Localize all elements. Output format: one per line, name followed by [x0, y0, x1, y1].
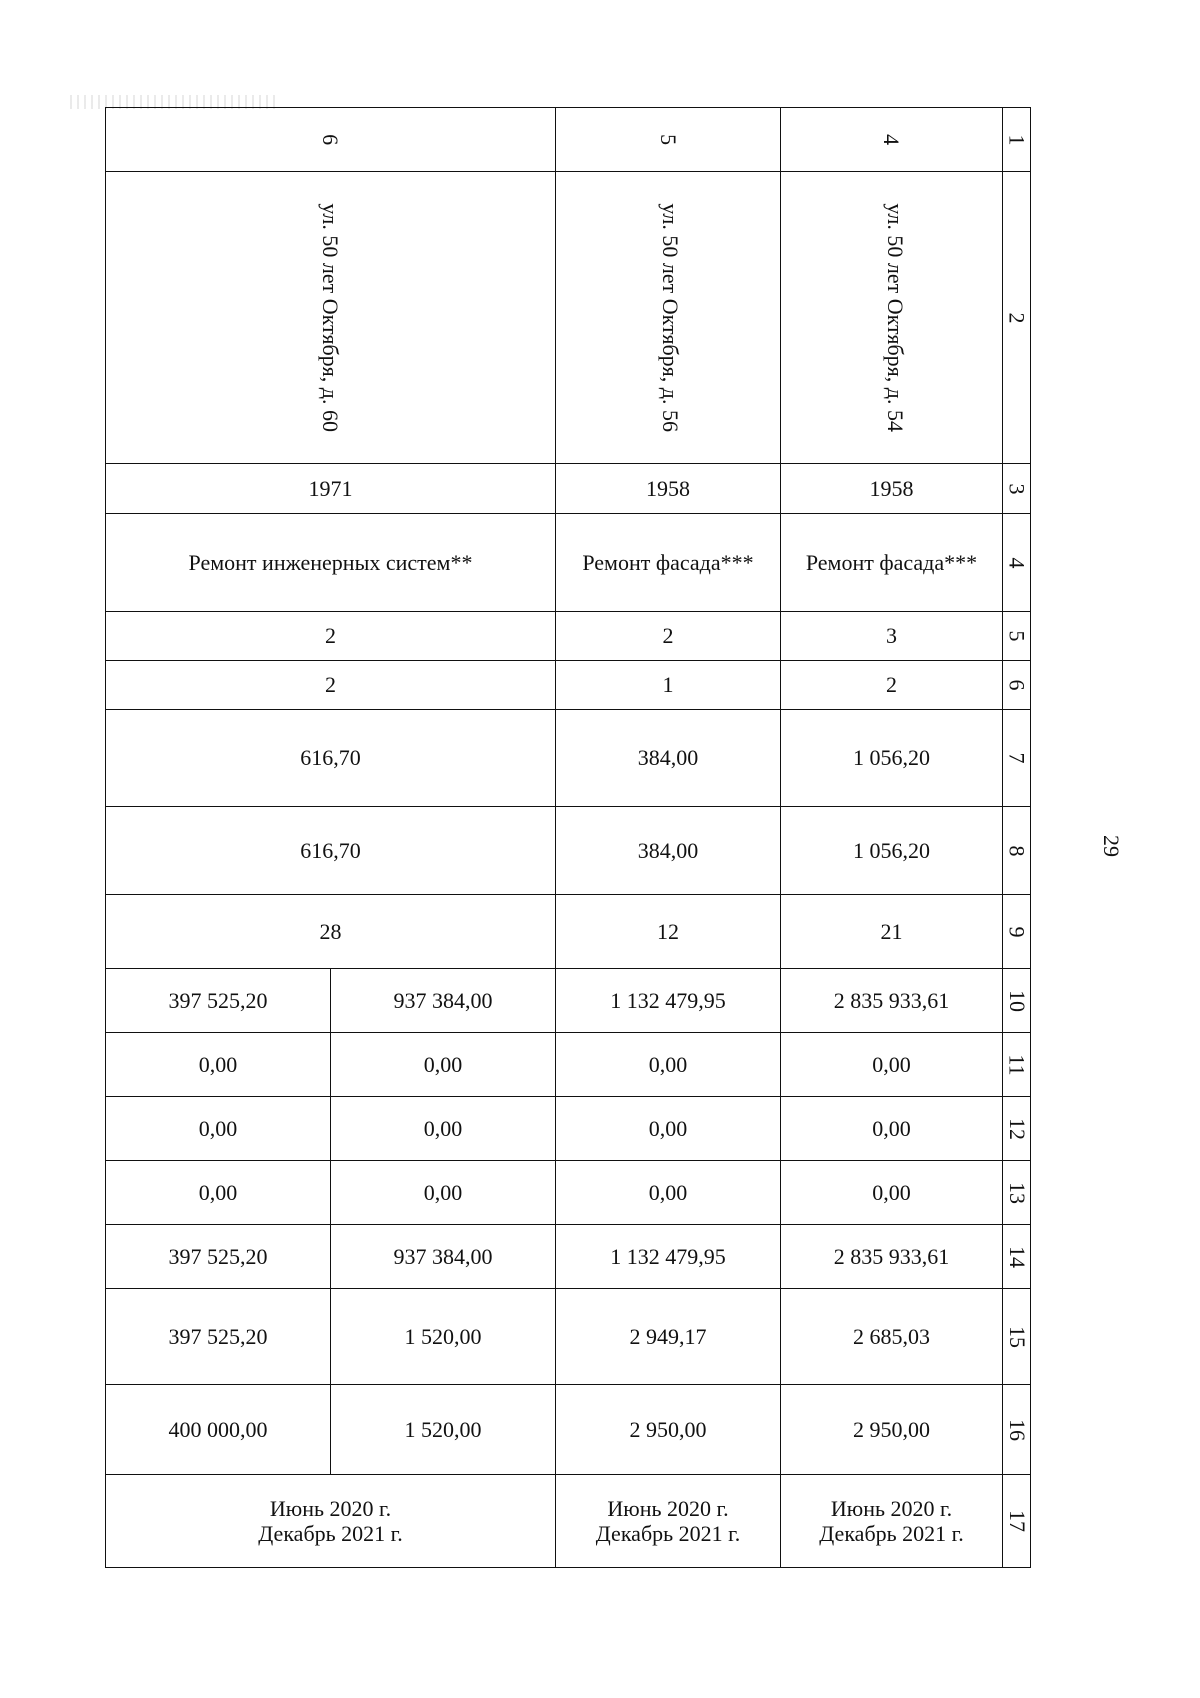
column-number-2: 2 — [1003, 172, 1031, 464]
column-number-10: 10 — [1003, 969, 1031, 1033]
row5-year: 1958 — [556, 464, 781, 514]
row5-ordinal: 5 — [556, 108, 781, 172]
row5-c10: 1 132 479,95 — [556, 969, 781, 1033]
column-number-8: 8 — [1003, 807, 1031, 895]
column-number-6: 6 — [1003, 661, 1031, 710]
table-row-col-5 — [106, 612, 1031, 661]
row4-c9: 21 — [781, 895, 1003, 969]
row4-c5: 3 — [781, 612, 1003, 661]
table-row-col-4 — [106, 514, 1031, 612]
table-row-col-9 — [106, 895, 1031, 969]
row6-year: 1971 — [106, 464, 556, 514]
row4-year: 1958 — [781, 464, 1003, 514]
row6-c13-b: 0,00 — [331, 1161, 556, 1225]
row5-c11: 0,00 — [556, 1033, 781, 1097]
table-row-col-16 — [106, 1385, 1031, 1475]
row4-work-type: Ремонт фасада*** — [781, 514, 1003, 612]
row4-c14: 2 835 933,61 — [781, 1225, 1003, 1289]
row5-c17-end: Декабрь 2021 г. — [595, 1521, 741, 1546]
row6-c15-a: 397 525,20 — [106, 1289, 331, 1385]
row5-c13: 0,00 — [556, 1161, 781, 1225]
row4-c11: 0,00 — [781, 1033, 1003, 1097]
row5-c12: 0,00 — [556, 1097, 781, 1161]
table-row-col-11 — [106, 1033, 1031, 1097]
row6-work-type: Ремонт инженерных систем** — [106, 514, 556, 612]
row4-c12: 0,00 — [781, 1097, 1003, 1161]
table-row-col-12 — [106, 1097, 1031, 1161]
row6-c14-a: 397 525,20 — [106, 1225, 331, 1289]
column-number-7: 7 — [1003, 710, 1031, 807]
row6-c17 — [106, 1475, 556, 1568]
table-row-col-3 — [106, 464, 1031, 514]
column-number-3: 3 — [1003, 464, 1031, 514]
row4-c17-end: Декабрь 2021 г. — [819, 1521, 964, 1546]
row4-c17 — [781, 1475, 1003, 1568]
column-number-11: 11 — [1003, 1033, 1031, 1097]
row5-c6: 1 — [556, 661, 781, 710]
row5-c5: 2 — [556, 612, 781, 661]
row4-c10: 2 835 933,61 — [781, 969, 1003, 1033]
row5-address: ул. 50 лет Октября, д. 56 — [556, 172, 781, 464]
row5-c7: 384,00 — [556, 710, 781, 807]
column-number-14: 14 — [1003, 1225, 1031, 1289]
column-number-13: 13 — [1003, 1161, 1031, 1225]
row6-c12-b: 0,00 — [331, 1097, 556, 1161]
row6-c17-start: Июнь 2020 г. — [269, 1495, 392, 1521]
column-number-1: 1 — [1003, 108, 1031, 172]
column-number-12: 12 — [1003, 1097, 1031, 1161]
row5-c9: 12 — [556, 895, 781, 969]
row4-c7: 1 056,20 — [781, 710, 1003, 807]
row5-c14: 1 132 479,95 — [556, 1225, 781, 1289]
column-number-4: 4 — [1003, 514, 1031, 612]
row6-c5: 2 — [106, 612, 556, 661]
table-row-col-2 — [106, 172, 1031, 464]
column-number-9: 9 — [1003, 895, 1031, 969]
row5-c17 — [556, 1475, 781, 1568]
row6-c16-b: 1 520,00 — [331, 1385, 556, 1475]
row4-c15: 2 685,03 — [781, 1289, 1003, 1385]
table-row-col-8 — [106, 807, 1031, 895]
row6-c12-a: 0,00 — [106, 1097, 331, 1161]
table-row-col-6 — [106, 661, 1031, 710]
column-number-5: 5 — [1003, 612, 1031, 661]
row4-address: ул. 50 лет Октября, д. 54 — [781, 172, 1003, 464]
column-number-17: 17 — [1003, 1475, 1031, 1568]
row5-work-type: Ремонт фасада*** — [556, 514, 781, 612]
row4-c6: 2 — [781, 661, 1003, 710]
row6-c8: 616,70 — [106, 807, 556, 895]
row5-c17-start: Июнь 2020 г. — [607, 1495, 729, 1521]
row6-c16-a: 400 000,00 — [106, 1385, 331, 1475]
row6-ordinal: 6 — [106, 108, 556, 172]
table-row-col-17 — [106, 1475, 1031, 1568]
table-row-col-14 — [106, 1225, 1031, 1289]
row4-c13: 0,00 — [781, 1161, 1003, 1225]
row6-c14-b: 937 384,00 — [331, 1225, 556, 1289]
row6-c15-b: 1 520,00 — [331, 1289, 556, 1385]
row6-c11-b: 0,00 — [331, 1033, 556, 1097]
row6-address: ул. 50 лет Октября, д. 60 — [106, 172, 556, 464]
row5-c15: 2 949,17 — [556, 1289, 781, 1385]
row4-c17-start: Июнь 2020 г. — [830, 1495, 953, 1521]
row6-c7: 616,70 — [106, 710, 556, 807]
row6-c10-a: 397 525,20 — [106, 969, 331, 1033]
row6-c10-b: 937 384,00 — [331, 969, 556, 1033]
repair-schedule-table — [105, 107, 1031, 1568]
column-number-16: 16 — [1003, 1385, 1031, 1475]
row4-ordinal: 4 — [781, 108, 1003, 172]
column-number-15: 15 — [1003, 1289, 1031, 1385]
row6-c17-end: Декабрь 2021 г. — [258, 1521, 403, 1546]
row6-c9: 28 — [106, 895, 556, 969]
table-row-col-10 — [106, 969, 1031, 1033]
row5-c8: 384,00 — [556, 807, 781, 895]
row4-c16: 2 950,00 — [781, 1385, 1003, 1475]
row6-c11-a: 0,00 — [106, 1033, 331, 1097]
table-row-col-7 — [106, 710, 1031, 807]
page-number: 29 — [1099, 835, 1124, 857]
table-row-col-13 — [106, 1161, 1031, 1225]
row5-c16: 2 950,00 — [556, 1385, 781, 1475]
row4-c8: 1 056,20 — [781, 807, 1003, 895]
row6-c6: 2 — [106, 661, 556, 710]
table-row-col-15 — [106, 1289, 1031, 1385]
row6-c13-a: 0,00 — [106, 1161, 331, 1225]
table-row-col-1 — [106, 108, 1031, 172]
